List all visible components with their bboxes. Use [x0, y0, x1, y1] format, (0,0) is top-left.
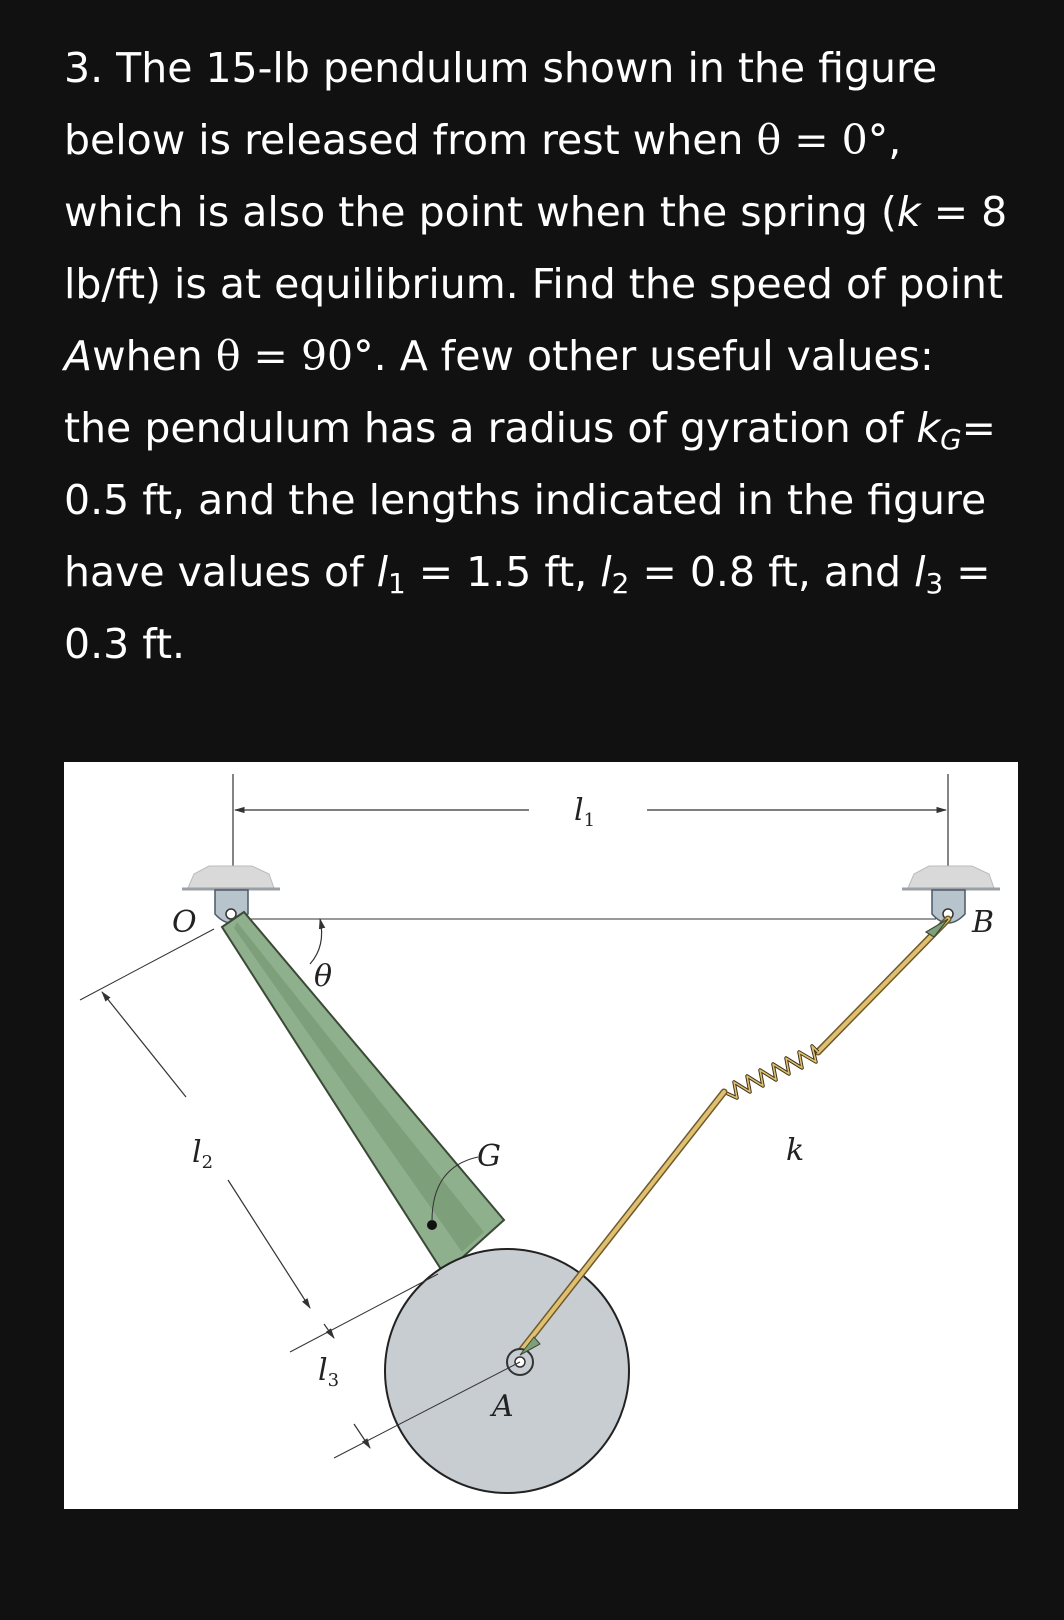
label-l3: $l_3$: [318, 1353, 340, 1391]
problem-line-1: 3. The 15-lb pendulum shown in the figure: [64, 44, 938, 92]
point-g: [427, 1220, 437, 1230]
label-theta: θ: [314, 959, 333, 994]
problem-line-7: 0.5 ft, and the lengths indicated in the figure: [64, 476, 987, 524]
problem-line-5: Awhen θ = 90°. A few other useful values:: [64, 332, 934, 380]
l1-dimension: [233, 774, 948, 894]
problem-line-9: 0.3 ft.: [64, 620, 186, 668]
problem-line-2: below is released from rest when θ = 0°,: [64, 116, 902, 164]
label-g: G: [477, 1139, 501, 1174]
pendulum-arm-shade: [234, 922, 484, 1252]
label-l2: $l_2$: [192, 1135, 214, 1173]
problem-statement: [64, 32, 1024, 680]
pendulum-diagram: [64, 762, 1018, 1509]
theta-zero-math: θ = 0°: [756, 116, 889, 164]
label-k: k: [786, 1133, 805, 1168]
theta-ninety-math: θ = 90°: [215, 332, 374, 380]
label-a: A: [492, 1389, 514, 1424]
label-o: O: [172, 905, 197, 940]
label-b: B: [972, 905, 995, 940]
problem-line-4: lb/ft) is at equilibrium. Find the speed of point: [64, 260, 1004, 308]
pendulum-figure: [64, 762, 1018, 1509]
label-l1: $l_1$: [574, 793, 596, 831]
pendulum-disk: [385, 1249, 629, 1493]
problem-line-6: the pendulum has a radius of gyration of $k_G=$: [64, 404, 997, 456]
problem-number: 3.: [64, 44, 104, 92]
support-o: [182, 866, 280, 923]
problem-line-8: have values of $l_1 = 1.5$ ft, $l_2 = 0.8$ ft, and $l_3$ =: [64, 548, 991, 600]
theta-arc: [310, 919, 322, 964]
problem-line-3: which is also the point when the spring (k = 8: [64, 188, 1008, 236]
